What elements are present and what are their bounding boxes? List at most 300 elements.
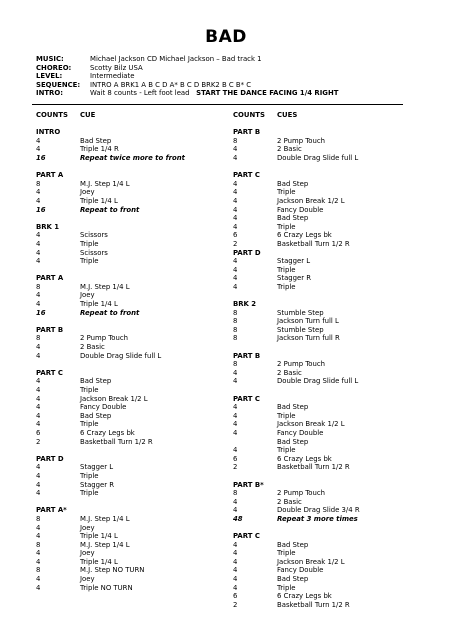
step-cue: Double Drag Slide full L xyxy=(277,153,359,162)
step-row xyxy=(233,515,423,524)
step-count: 4 xyxy=(233,282,238,291)
step-count: 2 xyxy=(233,239,238,248)
step-row xyxy=(36,343,226,352)
step-row xyxy=(36,240,226,249)
step-cue: Joey xyxy=(80,291,95,300)
step-row xyxy=(233,601,423,610)
step-count: 4 xyxy=(36,489,41,498)
step-count: 4 xyxy=(233,214,238,223)
intro-row xyxy=(36,89,338,98)
spacer xyxy=(233,524,423,533)
step-cue: 2 Pump Touch xyxy=(80,334,129,343)
section-heading: PART C xyxy=(36,368,63,377)
step-count: 4 xyxy=(233,257,238,266)
step-cue: Repeat to front xyxy=(80,205,140,214)
step-row xyxy=(233,317,423,326)
step-row xyxy=(233,326,423,335)
step-row xyxy=(233,145,423,154)
step-count: 4 xyxy=(36,411,41,420)
step-cue: 6 Crazy Legs bk xyxy=(277,454,332,463)
step-cue: 2 Pump Touch xyxy=(277,489,326,498)
step-cue: Repeat twice more to front xyxy=(80,153,185,162)
step-cue: Triple xyxy=(277,583,296,592)
step-count: 4 xyxy=(233,566,238,575)
step-row xyxy=(233,231,423,240)
step-row xyxy=(233,369,423,378)
step-cue: Triple xyxy=(80,420,99,429)
step-count: 4 xyxy=(36,420,41,429)
step-row xyxy=(36,472,226,481)
spacer xyxy=(233,472,423,481)
spacer xyxy=(36,214,226,223)
step-cue: Stumble Step xyxy=(277,308,324,317)
meta-label: MUSIC: xyxy=(36,55,64,63)
step-row xyxy=(233,575,423,584)
cues-header: CUES xyxy=(277,111,298,119)
step-count: 8 xyxy=(233,136,238,145)
step-row xyxy=(233,197,423,206)
step-row xyxy=(36,566,226,575)
step-cue: Bad Step xyxy=(80,411,112,420)
step-cue: 2 Pump Touch xyxy=(277,360,326,369)
step-count: 4 xyxy=(36,145,41,154)
step-count: 4 xyxy=(36,386,41,394)
step-count: 4 xyxy=(36,394,41,403)
step-cue: 2 Basic xyxy=(277,497,302,506)
counts-header: COUNTS xyxy=(233,111,265,119)
step-cue: Triple 1/4 L xyxy=(80,196,118,205)
meta-label: CHOREO: xyxy=(36,63,72,72)
step-row xyxy=(36,481,226,490)
step-count: 4 xyxy=(233,274,238,283)
step-row xyxy=(233,266,423,275)
step-row xyxy=(233,283,423,292)
step-row xyxy=(36,300,226,309)
section-heading: PART A xyxy=(36,171,64,180)
step-cue: Triple xyxy=(277,446,296,455)
step-row xyxy=(233,334,423,343)
step-row xyxy=(233,463,423,472)
step-count: 4 xyxy=(233,368,238,377)
step-cue: 6 Crazy Legs bk xyxy=(80,428,135,437)
step-row xyxy=(36,283,226,292)
step-row xyxy=(233,154,423,163)
step-row xyxy=(233,188,423,197)
step-cue: Joey xyxy=(80,575,95,584)
meta-value: Michael Jackson CD Michael Jackson – Bad track 1 xyxy=(90,55,262,63)
sequence-row xyxy=(36,81,338,90)
step-row xyxy=(36,291,226,300)
step-row xyxy=(233,541,423,550)
music-row xyxy=(36,55,338,64)
section-heading: PART B xyxy=(36,325,64,334)
step-row xyxy=(233,214,423,223)
step-cue: Fancy Double xyxy=(277,205,324,214)
step-count: 4 xyxy=(36,377,41,386)
step-count: 4 xyxy=(36,136,41,145)
step-row xyxy=(36,558,226,567)
step-count: 4 xyxy=(233,575,238,584)
step-cue: Repeat 3 more times xyxy=(277,514,358,523)
step-cue: Stagger R xyxy=(277,274,312,283)
step-count: 4 xyxy=(36,532,41,541)
step-row xyxy=(36,584,226,593)
step-cue: Bad Step xyxy=(277,540,309,549)
level-row xyxy=(36,72,338,81)
step-count: 4 xyxy=(233,205,238,214)
spacer xyxy=(233,386,423,395)
meta-label: LEVEL: xyxy=(36,72,63,81)
step-cue: Fancy Double xyxy=(277,428,324,437)
step-count: 4 xyxy=(233,557,238,566)
step-cue: Bad Step xyxy=(277,214,309,223)
step-count: 4 xyxy=(36,188,41,197)
cue-header: CUE xyxy=(80,111,96,119)
step-cue: 2 Basic xyxy=(80,343,105,352)
step-row xyxy=(233,429,423,438)
step-count: 4 xyxy=(36,291,41,300)
step-cue: Basketball Turn 1/2 R xyxy=(80,437,153,446)
step-cue: Jackson Break 1/2 L xyxy=(277,557,345,566)
step-cue: 6 Crazy Legs bk xyxy=(277,231,332,240)
step-count: 6 xyxy=(36,428,41,437)
step-row xyxy=(233,360,423,369)
step-cue: Basketball Turn 1/2 R xyxy=(277,239,350,248)
step-count: 8 xyxy=(233,360,238,369)
step-cue: Fancy Double xyxy=(80,403,127,412)
step-row xyxy=(36,377,226,386)
step-count: 4 xyxy=(233,506,238,515)
step-cue: Stumble Step xyxy=(277,325,324,334)
step-count: 8 xyxy=(36,540,41,549)
step-cue: M.J. Step NO TURN xyxy=(80,566,145,575)
step-count xyxy=(233,438,277,447)
spacer xyxy=(233,291,423,300)
section-heading: PART B* xyxy=(233,480,264,489)
step-cue: Triple 1/4 L xyxy=(80,532,118,541)
step-cue: 2 Basic xyxy=(277,145,302,154)
step-count: 4 xyxy=(36,248,41,257)
spacer xyxy=(36,360,226,369)
step-count: 4 xyxy=(36,463,41,472)
step-row xyxy=(233,558,423,567)
step-cue: Triple xyxy=(277,411,296,420)
step-cue: Bad Step xyxy=(277,179,309,188)
step-count: 2 xyxy=(36,437,41,446)
step-cue: 2 Pump Touch xyxy=(277,136,326,145)
step-row xyxy=(233,274,423,283)
step-count: 4 xyxy=(36,300,41,309)
step-cue: Bad Step xyxy=(80,136,112,145)
section-heading: PART B xyxy=(233,128,261,137)
step-cue: Jackson Turn full L xyxy=(277,317,339,326)
right-column xyxy=(233,111,423,609)
step-row xyxy=(36,137,226,146)
spacer xyxy=(36,317,226,326)
section-heading: PART C xyxy=(233,394,260,403)
section-heading: PART A xyxy=(36,274,64,283)
meta-label: SEQUENCE: xyxy=(36,80,81,89)
step-row xyxy=(36,180,226,189)
step-count: 4 xyxy=(36,343,41,352)
step-cue: Triple xyxy=(277,282,296,291)
step-count: 4 xyxy=(36,196,41,205)
step-row xyxy=(36,188,226,197)
step-row xyxy=(233,566,423,575)
step-count: 4 xyxy=(233,179,238,188)
step-row xyxy=(36,489,226,498)
meta-value: Scotty Bilz USA xyxy=(90,63,143,72)
step-cue: Basketball Turn 1/2 R xyxy=(277,600,350,609)
step-row xyxy=(36,145,226,154)
step-cue: Joey xyxy=(80,188,95,197)
step-cue: Jackson Break 1/2 L xyxy=(277,196,345,205)
step-cue: Jackson Break 1/2 L xyxy=(80,394,148,403)
step-cue: Repeat to front xyxy=(80,308,140,317)
step-count: 4 xyxy=(36,403,41,412)
step-count: 4 xyxy=(233,403,238,412)
dance-info xyxy=(36,55,338,98)
section-heading: INTRO xyxy=(36,128,61,137)
step-count: 4 xyxy=(36,549,41,558)
step-cue: Triple 1/4 L xyxy=(80,300,118,309)
step-row xyxy=(36,532,226,541)
divider xyxy=(32,104,403,105)
step-count: 4 xyxy=(36,480,41,489)
step-count: 4 xyxy=(36,351,41,360)
step-cue: Scissors xyxy=(80,248,108,257)
step-row xyxy=(36,549,226,558)
step-count: 4 xyxy=(233,222,238,231)
step-row xyxy=(36,524,226,533)
step-count: 8 xyxy=(233,317,238,326)
spacer xyxy=(233,163,423,172)
step-cue: Triple 1/4 L xyxy=(80,557,118,566)
step-row xyxy=(36,386,226,395)
step-count: 4 xyxy=(233,428,238,437)
step-row xyxy=(233,438,423,447)
step-cue: Bad Step xyxy=(277,403,309,412)
step-row xyxy=(233,455,423,464)
step-count: 4 xyxy=(233,196,238,205)
step-cue: Triple 1/4 R xyxy=(80,145,119,154)
step-cue: Basketball Turn 1/2 R xyxy=(277,463,350,472)
step-count: 4 xyxy=(36,239,41,248)
step-count: 8 xyxy=(36,179,41,188)
choreo-row xyxy=(36,64,338,73)
step-cue: M.J. Step 1/4 L xyxy=(80,514,130,523)
step-count: 4 xyxy=(233,420,238,429)
section-heading: PART A* xyxy=(36,506,67,515)
step-row xyxy=(36,334,226,343)
step-count: 6 xyxy=(233,592,238,601)
step-count: 6 xyxy=(233,454,238,463)
step-count: 4 xyxy=(233,540,238,549)
step-cue: 6 Crazy Legs bk xyxy=(277,592,332,601)
step-cue: Triple xyxy=(80,239,99,248)
step-row xyxy=(233,498,423,507)
step-row xyxy=(36,257,226,266)
step-cue: Jackson Turn full R xyxy=(277,334,340,343)
section-heading: PART D xyxy=(233,248,261,257)
step-list xyxy=(233,128,423,609)
step-cue: Scissors xyxy=(80,231,108,240)
step-row xyxy=(233,206,423,215)
step-count: 8 xyxy=(36,334,41,343)
step-cue: Triple xyxy=(80,257,99,266)
spacer xyxy=(233,343,423,352)
step-row xyxy=(233,309,423,318)
step-row xyxy=(36,206,226,215)
section-heading: PART C xyxy=(233,532,260,541)
step-row xyxy=(233,137,423,146)
step-count: 4 xyxy=(233,583,238,592)
intro-text: Wait 8 counts - Left foot lead xyxy=(90,89,190,98)
step-cue: Bad Step xyxy=(277,575,309,584)
step-cue: Stagger L xyxy=(80,463,114,472)
step-cue: M.J. Step 1/4 L xyxy=(80,540,130,549)
step-cue: Triple xyxy=(80,471,99,480)
step-count: 48 xyxy=(233,514,243,523)
step-count: 16 xyxy=(36,153,46,162)
meta-value xyxy=(90,89,338,98)
step-count: 4 xyxy=(233,153,238,162)
step-row xyxy=(36,249,226,258)
step-cue: Triple xyxy=(80,386,99,394)
step-row xyxy=(233,180,423,189)
step-cue: Double Drag Slide full L xyxy=(277,377,359,386)
step-row xyxy=(36,412,226,421)
step-cue: Triple xyxy=(277,265,296,274)
step-row xyxy=(36,515,226,524)
step-count: 8 xyxy=(36,566,41,575)
step-row xyxy=(36,403,226,412)
step-cue: Triple xyxy=(80,489,99,498)
section-heading: PART B xyxy=(233,351,261,360)
step-cue: Stagger R xyxy=(80,480,115,489)
page-title: BAD xyxy=(205,27,247,47)
step-count: 4 xyxy=(233,188,238,197)
counts-header: COUNTS xyxy=(36,111,68,119)
step-cue: M.J. Step 1/4 L xyxy=(80,282,130,291)
step-list xyxy=(36,128,226,592)
step-count: 4 xyxy=(233,446,238,455)
step-count: 4 xyxy=(233,411,238,420)
step-cue: Bad Step xyxy=(277,437,309,446)
step-count: 2 xyxy=(233,600,238,609)
step-count: 2 xyxy=(233,463,238,472)
section-heading: PART C xyxy=(233,171,260,180)
step-row xyxy=(233,489,423,498)
column-header xyxy=(233,111,423,120)
step-row xyxy=(233,223,423,232)
step-count: 8 xyxy=(233,334,238,343)
step-row xyxy=(36,463,226,472)
section-heading: PART D xyxy=(36,454,64,463)
step-cue: Jackson Break 1/2 L xyxy=(277,420,345,429)
section-heading: BRK 1 xyxy=(36,222,60,231)
step-row xyxy=(233,412,423,421)
step-count: 4 xyxy=(36,575,41,584)
step-cue: Bad Step xyxy=(80,377,112,386)
step-row xyxy=(233,257,423,266)
step-count: 8 xyxy=(233,308,238,317)
step-cue: Triple NO TURN xyxy=(80,583,133,592)
step-count: 8 xyxy=(233,325,238,334)
step-row xyxy=(36,309,226,318)
step-cue: Triple xyxy=(277,222,296,231)
step-row xyxy=(233,403,423,412)
step-count: 4 xyxy=(233,497,238,506)
step-row xyxy=(233,549,423,558)
step-count: 8 xyxy=(36,282,41,291)
step-count: 4 xyxy=(36,583,41,592)
step-row xyxy=(36,429,226,438)
column-header xyxy=(36,111,226,120)
step-count: 4 xyxy=(233,145,238,154)
step-row xyxy=(36,231,226,240)
step-count: 4 xyxy=(233,549,238,558)
meta-value: INTRO A BRK1 A B C D A* B C D BRK2 B C B* C xyxy=(90,80,252,89)
step-row xyxy=(233,584,423,593)
step-row xyxy=(233,506,423,515)
step-count: 4 xyxy=(36,557,41,566)
step-cue: M.J. Step 1/4 L xyxy=(80,179,130,188)
step-cue: Stagger L xyxy=(277,257,311,266)
step-row xyxy=(233,240,423,249)
step-count: 4 xyxy=(36,523,41,532)
step-count: 16 xyxy=(36,308,46,317)
step-count: 16 xyxy=(36,205,46,214)
spacer xyxy=(36,266,226,275)
step-cue: 2 Basic xyxy=(277,368,302,377)
step-count: 4 xyxy=(36,471,41,480)
step-cue: Double Drag Slide 3/4 R xyxy=(277,506,360,515)
step-count: 6 xyxy=(233,231,238,240)
step-row xyxy=(36,575,226,584)
meta-label: INTRO: xyxy=(36,89,63,98)
spacer xyxy=(36,446,226,455)
step-cue: Joey xyxy=(80,523,95,532)
step-cue: Double Drag Slide full L xyxy=(80,351,162,360)
step-count: 8 xyxy=(36,514,41,523)
step-row xyxy=(36,438,226,447)
step-row xyxy=(36,154,226,163)
section-heading: BRK 2 xyxy=(233,300,257,309)
step-row xyxy=(233,592,423,601)
left-column xyxy=(36,111,226,592)
step-row xyxy=(36,352,226,361)
step-count: 4 xyxy=(36,231,41,240)
step-row xyxy=(36,420,226,429)
step-cue: Triple xyxy=(277,549,296,558)
meta-value: Intermediate xyxy=(90,72,135,81)
intro-note: START THE DANCE FACING 1/4 RIGHT xyxy=(196,89,339,98)
step-count: 4 xyxy=(233,377,238,386)
step-count: 8 xyxy=(233,489,238,498)
step-cue: Fancy Double xyxy=(277,566,324,575)
spacer xyxy=(36,498,226,507)
spacer xyxy=(36,163,226,172)
step-row xyxy=(36,197,226,206)
step-count: 4 xyxy=(233,265,238,274)
step-row xyxy=(36,541,226,550)
step-row xyxy=(233,446,423,455)
step-row xyxy=(233,420,423,429)
step-row xyxy=(36,395,226,404)
step-cue: Joey xyxy=(80,549,95,558)
step-cue: Triple xyxy=(277,188,296,197)
